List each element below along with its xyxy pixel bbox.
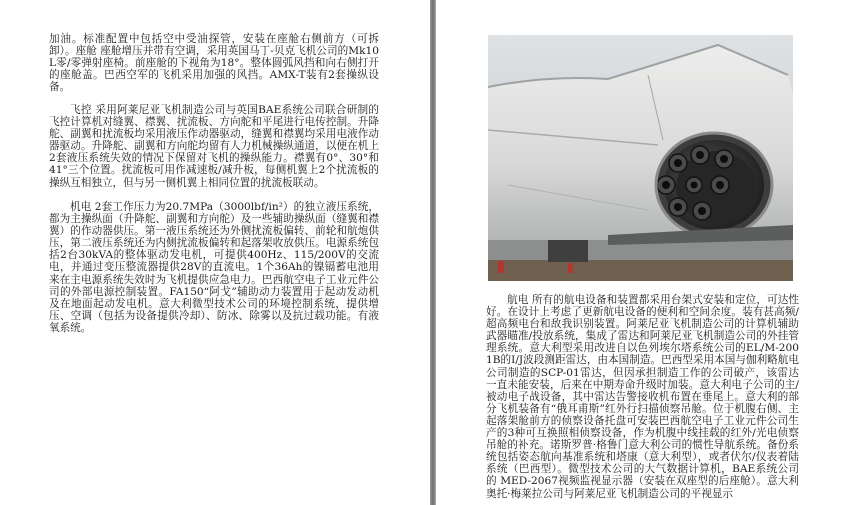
aircraft-gun-illustration	[488, 35, 793, 281]
paragraph-text: 航电 所有的航电设备和装置都采用台架式安装和定位，可达性好。在设计上考虑了更新航电设备的便利和空间余度。装有甚高频/超高频电台和敌我识别装置。阿莱尼亚飞机制造公司的计算机辅助武器瞄准/投放系统，集成了雷达和阿莱尼亚飞机制造公司的外挂管理系统。意大利型采用改进自以色列埃尔塔系统公司的EL/M-2001B的I/J波段测距雷达，由本国制造。巴西型采用本国与伽利略航电公司制造的SCP-01雷达，但因承担制造工作的公司破产，该雷达一直未能安装，后来在中期寿命升级时加装。意大利电子公司的主/被动电子战设备，其中雷达告警接收机布置在垂尾上。意大利的部分飞机装备有“俄耳甫斯”红外行扫描侦察吊舱。位于机腹右侧、主起落架舱前方的侦察设备托盘可安装巴西航空电子工业元件公司生产的3种可互换照相侦察设备，作为机腹中线挂载的红外/光电侦察吊舱的补充。诺斯罗普·格鲁门意大利公司的惯性导航系统。备份系统包括姿态航向基准系统和塔康（意大利型），或者伏尔/仪表着陆系统（巴西型）。微型技术公司的大气数据计算机，BAE系统公司的 MED-2067视频监视显示器（安装在双座型的后座舱）。意大利奥托·梅莱拉公司与阿莱尼亚飞机制造公司的平视显示	[486, 294, 799, 500]
paragraph-text: 飞控 采用阿莱尼亚飞机制造公司与英国BAE系统公司联合研制的飞控计算机对缝翼、襟翼、扰流板、方向舵和平尾进行电传控制。升降舵、副翼和扰流板均采用液压作动器驱动，缝翼和襟翼均采用电液作动器驱动。升降舵、副翼和方向舵均留有人力机械操纵通道，以便在机上2套液压系统失效的情况下保留对飞机的操纵能力。襟翼有0°、30°和41°三个位置。扰流板可用作减速板/减升板，每侧机翼上2个扰流板的操纵互相独立，但与另一侧机翼上相同位置的扰流板联动。	[49, 104, 379, 189]
paragraph-text: 机电 2套工作压力为20.7MPa（3000lbf/in²）的独立液压系统，都为主操纵面（升降舵、副翼和方向舵）及一些辅助操纵面（缝翼和襟翼）的作动器供压。第一液压系统还为外侧扰流板偏转、前轮和航炮供压，第二液压系统还为内侧扰流板偏转和起落架收放供压。电源系统包括2台30kVA的整体驱动发电机，可提供400Hz、115/200V的交流电，并通过变压整流器提供28V的直流电。1个36Ah的镍镉蓄电池用来在主电源系统失效时为飞机提供应急电力。巴西航空电子工业元件公司的外部电源控制装置。FA150“阿戈”辅助动力装置用于起动发动机及在地面起动发电机。意大利微型技术公司的环境控制系统，提供增压、空调（包括为设备提供冷却）、防冰、除雾以及抗过载功能。有液氧系统。	[49, 201, 379, 334]
paragraph-avionics	[486, 294, 799, 500]
paragraph-flight-control	[49, 104, 379, 189]
paragraph-electromechanical	[49, 201, 379, 334]
left-page	[0, 0, 430, 505]
right-page	[436, 0, 867, 505]
paragraph-canopy	[49, 33, 379, 93]
paragraph-text: 加油。标准配置中包括空中受油探管，安装在座舱右侧前方（可拆卸）。座舱 座舱增压并带有空调，采用英国马丁-贝克飞机公司的Mk10L零/零弹射座椅。前座舱的下视角为18°。整体圆弧风挡和向右侧打开的座舱盖。巴西空军的飞机采用加强的风挡。AMX-T装有2套操纵设备。	[49, 33, 379, 94]
cannon-muzzle-photo	[488, 35, 793, 281]
